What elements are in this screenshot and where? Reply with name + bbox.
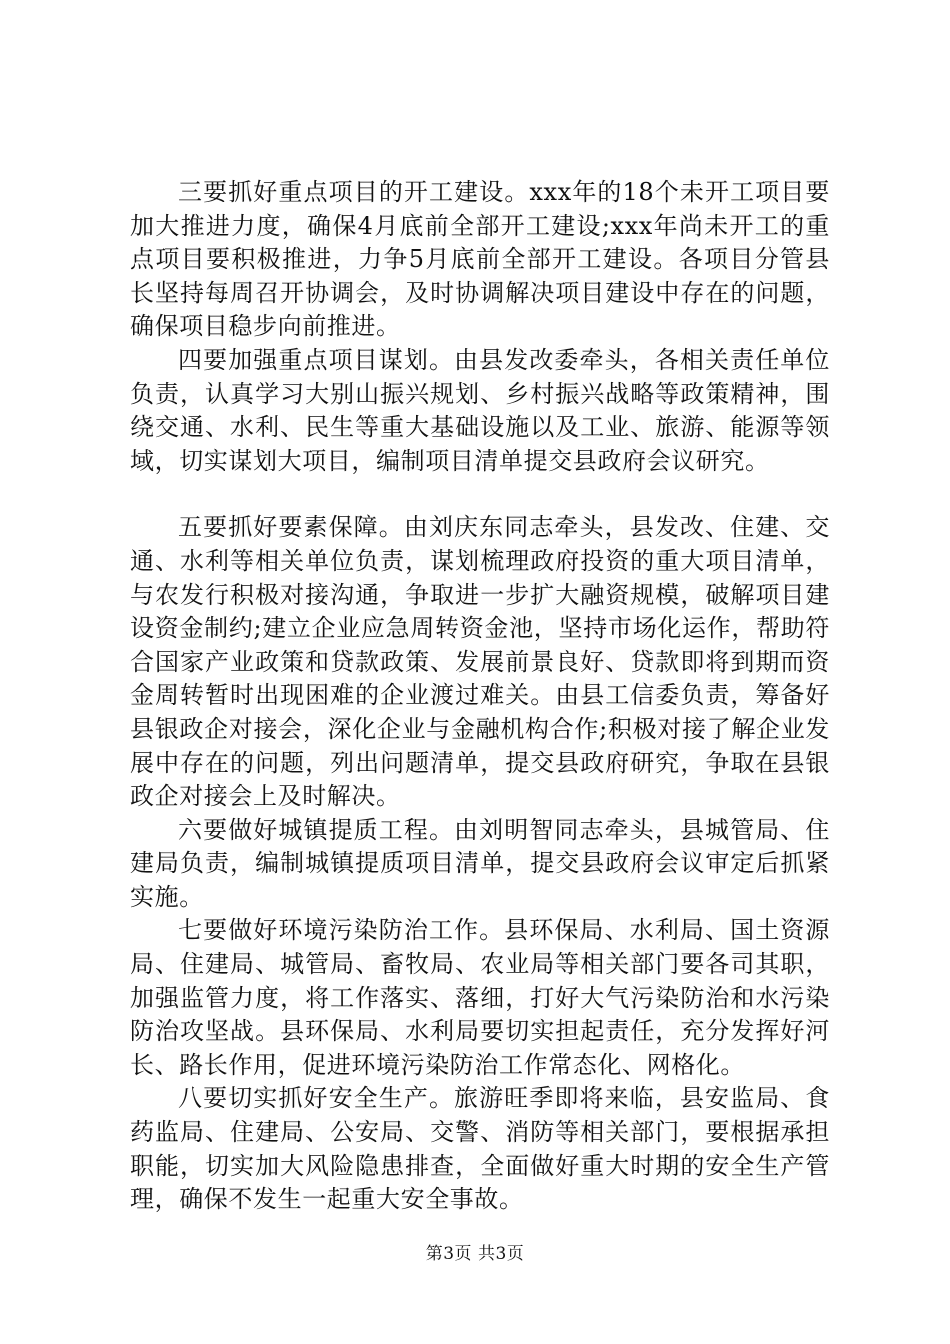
paragraph-pollution-control: 七要做好环境污染防治工作。县环保局、水利局、国土资源局、住建局、城管局、畜牧局、农业局等相关部门要各司其职，加强监管力度，将工作落实、落细，打好大气污染防治和水污染防治攻坚战。县环保局、水利局要切实担起责任，充分发挥好河长、路长作用，促进环境污染防治工作常态化、网格化。 bbox=[130, 916, 830, 1079]
paragraph-key-project-construction: 三要抓好重点项目的开工建设。xxx年的18个未开工项目要加大推进力度，确保4月底前全部开工建设;xxx年尚未开工的重点项目要积极推进，力争5月底前全部开工建设。各项目分管县长坚持每周召开协调会，及时协调解决项目建设中存在的问题，确保项目稳步向前推进。 bbox=[130, 178, 830, 341]
paragraph-key-project-planning: 四要加强重点项目谋划。由县发改委牵头，各相关责任单位负责，认真学习大别山振兴规划、乡村振兴战略等政策精神，围绕交通、水利、民生等重大基础设施以及工业、旅游、能源等领域，切实谋划大项目，编制项目清单提交县政府会议研究。 bbox=[130, 345, 830, 475]
document-body bbox=[130, 176, 830, 1217]
paragraph-town-upgrade: 六要做好城镇提质工程。由刘明智同志牵头，县城管局、住建局负责，编制城镇提质项目清单，提交县政府会议审定后抓紧实施。 bbox=[130, 815, 830, 911]
page-number-footer: 第3页 共3页 bbox=[425, 1244, 525, 1264]
paragraph-resource-guarantee: 五要抓好要素保障。由刘庆东同志牵头，县发改、住建、交通、水利等相关单位负责，谋划梳理政府投资的重大项目清单，与农发行积极对接沟通，争取进一步扩大融资规模，破解项目建设资金制约;建立企业应急周转资金池，坚持市场化运作，帮助符合国家产业政策和贷款政策、发展前景良好、贷款即将到期而资金周转暂时出现困难的企业渡过难关。由县工信委负责，筹备好县银政企对接会，深化企业与金融机构合作;积极对接了解企业发展中存在的问题，列出问题清单，提交县政府研究，争取在县银政企对接会上及时解决。 bbox=[130, 513, 830, 811]
paragraph-safety-production: 八要切实抓好安全生产。旅游旺季即将来临，县安监局、食药监局、住建局、公安局、交警、消防等相关部门，要根据承担职能，切实加大风险隐患排查，全面做好重大时期的安全生产管理，确保不发生一起重大安全事故。 bbox=[130, 1084, 830, 1214]
